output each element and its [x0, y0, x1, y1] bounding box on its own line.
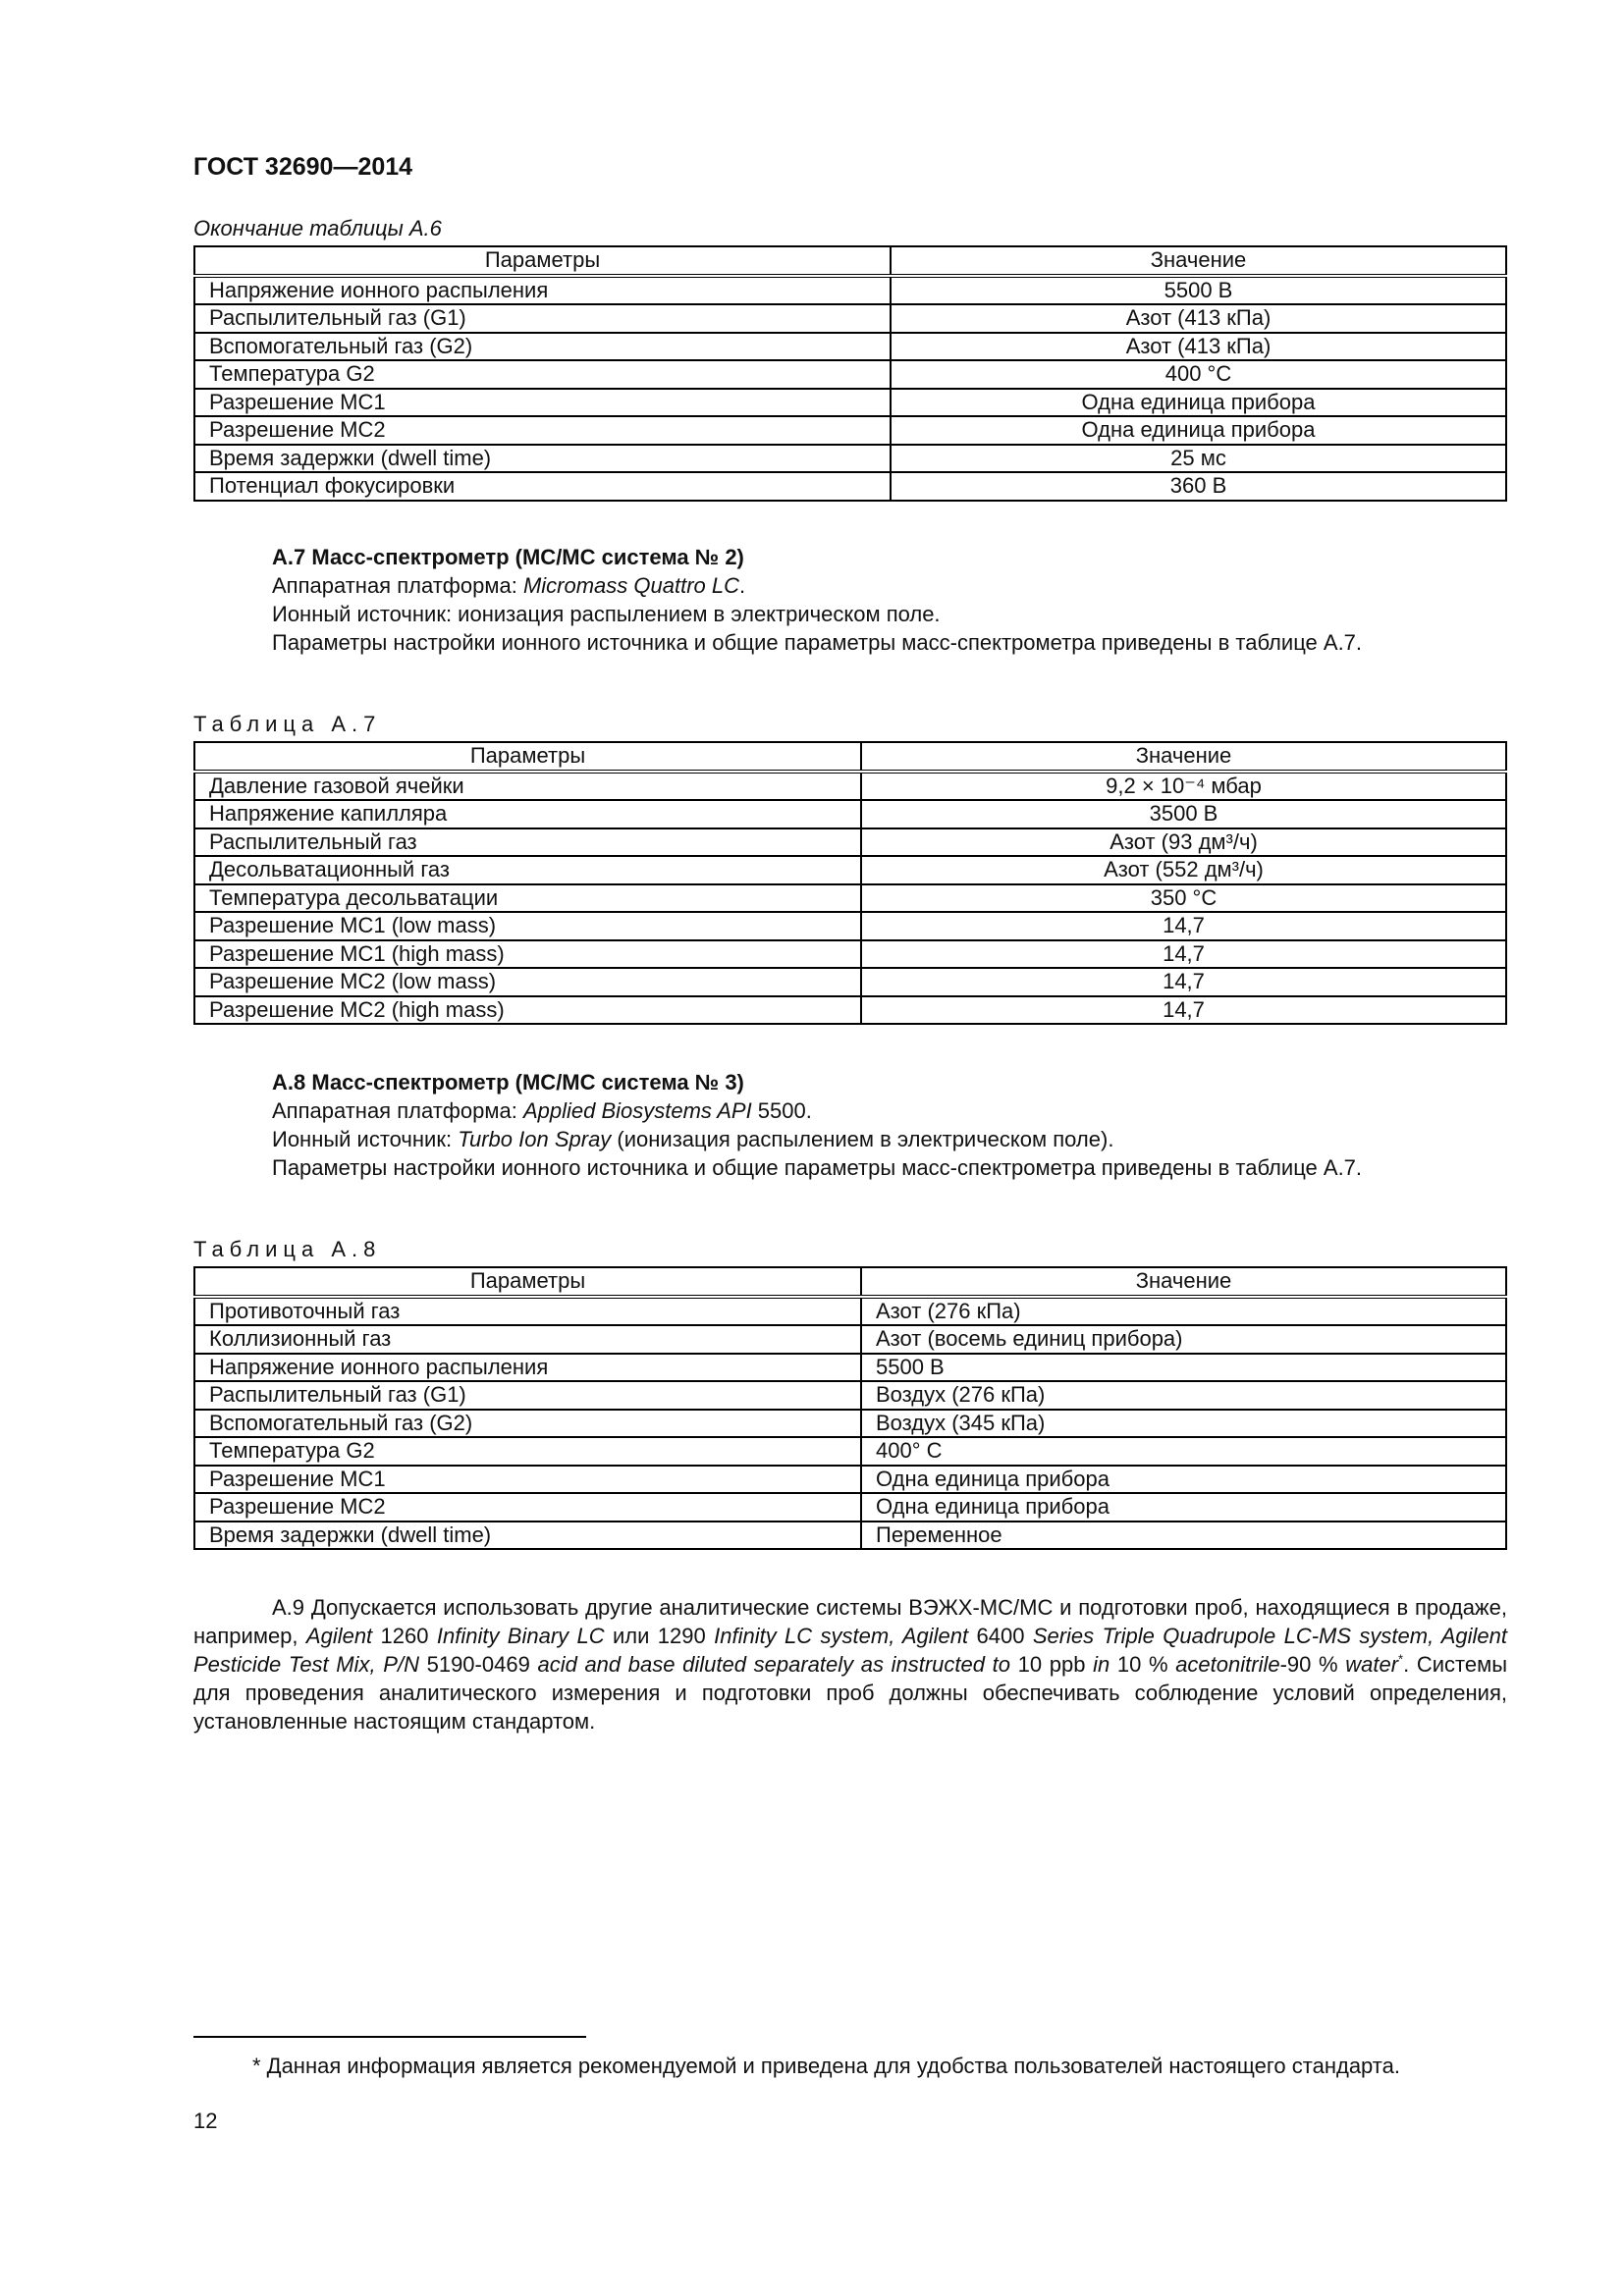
parameter-cell: Противоточный газ	[194, 1297, 861, 1326]
footnote: * Данная информация является рекомендуемой и приведена для удобства пользователей настоящего стандарта.	[252, 2054, 1400, 2078]
section-a7-heading: А.7 Масс-спектрометр (МС/МС система № 2)	[272, 545, 744, 569]
table-row	[194, 1522, 1506, 1550]
value-cell: 5500 В	[891, 276, 1506, 305]
table-a6	[193, 245, 1507, 502]
value-cell: Азот (восемь единиц прибора)	[861, 1325, 1506, 1354]
table-row	[194, 996, 1506, 1025]
page-number: 12	[193, 2109, 218, 2133]
value-cell: 350 °С	[861, 884, 1506, 913]
parameter-cell: Разрешение МС2 (high mass)	[194, 996, 861, 1025]
value-cell: 9,2 × 10⁻⁴ мбар	[861, 772, 1506, 801]
a9-text-run: Infinity Binary LC	[436, 1624, 605, 1648]
value-cell: Воздух (276 кПа)	[861, 1381, 1506, 1410]
a9-text-run: 1260	[372, 1624, 437, 1648]
table-row	[194, 884, 1506, 913]
platform-name: Micromass Quattro LC	[522, 573, 740, 598]
value-cell: Одна единица прибора	[861, 1493, 1506, 1522]
table-a8-caption: Таблица А.8	[193, 1237, 382, 1261]
column-header: Параметры	[194, 246, 891, 276]
table-row	[194, 1410, 1506, 1438]
platform-name: Applied Biosystems API	[522, 1098, 752, 1123]
parameter-cell: Разрешение МС2	[194, 1493, 861, 1522]
value-cell: 3500 В	[861, 800, 1506, 828]
section-a7: А.7 Масс-спектрометр (МС/МС система № 2) Аппаратная платформа: Micromass Quattro LC. Ионный источник: ионизация распылением в электрическом поле. Параметры настройки ионного источника и общие параметры масс-спектрометра приведены в таблице А.7.	[193, 543, 1507, 657]
table-row	[194, 772, 1506, 801]
table-row	[194, 912, 1506, 940]
ion-source: Ионный источник: ионизация распылением в электрическом поле.	[272, 602, 941, 626]
table-row	[194, 940, 1506, 969]
table-a6-caption: Окончание таблицы А.6	[193, 216, 442, 240]
a9-text-run: Agilent	[305, 1624, 373, 1648]
value-cell: Одна единица прибора	[861, 1466, 1506, 1494]
parameter-cell: Температура десольватации	[194, 884, 861, 913]
value-cell: 400 °С	[891, 360, 1506, 389]
value-cell: Переменное	[861, 1522, 1506, 1550]
parameter-cell: Разрешение МС1 (low mass)	[194, 912, 861, 940]
value-cell: Одна единица прибора	[891, 389, 1506, 417]
a9-text-run: acid and base diluted separately as instructed to	[537, 1652, 1010, 1677]
a9-text-run: . Системы для проведения аналитического измерения и подготовки проб должны обеспечивать соблюдение условий определения, установленные настоящим стандартом.	[193, 1652, 1508, 1734]
section-a9-paragraph	[193, 1593, 1507, 1735]
parameter-cell: Разрешение МС1 (high mass)	[194, 940, 861, 969]
parameter-cell: Время задержки (dwell time)	[194, 1522, 861, 1550]
table-a7	[193, 741, 1507, 1025]
platform-number: 5500.	[751, 1098, 812, 1123]
parameter-cell: Вспомогательный газ (G2)	[194, 1410, 861, 1438]
value-cell: Азот (552 дм³/ч)	[861, 856, 1506, 884]
a9-text-run: water	[1345, 1652, 1399, 1677]
a9-text-run: А.9 Допускается использовать другие аналитические системы ВЭЖХ-МС/МС и подготовки проб, находящиеся в продаже, например,	[193, 1595, 1507, 1648]
table-row	[194, 1466, 1506, 1494]
table-row	[194, 1437, 1506, 1466]
a9-text-run: 10 %	[1110, 1652, 1176, 1677]
table-row	[194, 1493, 1506, 1522]
platform-label: Аппаратная платформа:	[272, 1098, 523, 1123]
table-row	[194, 828, 1506, 857]
ion-source-name: Turbo Ion Spray	[458, 1127, 612, 1151]
table-row	[194, 333, 1506, 361]
table-a7-caption: Таблица А.7	[193, 712, 382, 736]
value-cell: 400° С	[861, 1437, 1506, 1466]
ion-source-desc: (ионизация распылением в электрическом поле).	[611, 1127, 1114, 1151]
parameter-cell: Потенциал фокусировки	[194, 472, 891, 501]
parameter-cell: Давление газовой ячейки	[194, 772, 861, 801]
table-header-row	[194, 1267, 1506, 1297]
parameter-cell: Температура G2	[194, 360, 891, 389]
section-a8-heading: А.8 Масс-спектрометр (МС/МС система № 3)	[272, 1070, 744, 1095]
value-cell: Азот (93 дм³/ч)	[861, 828, 1506, 857]
a9-text-run: Infinity LC system, Agilent	[714, 1624, 969, 1648]
parameter-cell: Время задержки (dwell time)	[194, 445, 891, 473]
value-cell: Одна единица прибора	[891, 416, 1506, 445]
parameter-cell: Вспомогательный газ (G2)	[194, 333, 891, 361]
parameter-cell: Напряжение капилляра	[194, 800, 861, 828]
a9-text-run: acetonitrile	[1175, 1652, 1280, 1677]
value-cell: Азот (413 кПа)	[891, 304, 1506, 333]
table-row	[194, 360, 1506, 389]
table-row	[194, 416, 1506, 445]
parameter-cell: Разрешение МС1	[194, 389, 891, 417]
table-row	[194, 968, 1506, 996]
parameter-cell: Разрешение МС2	[194, 416, 891, 445]
value-cell: Воздух (345 кПа)	[861, 1410, 1506, 1438]
a9-text-run: -90 %	[1279, 1652, 1346, 1677]
a9-text-run: in	[1093, 1652, 1110, 1677]
value-cell: 5500 В	[861, 1354, 1506, 1382]
params-note: Параметры настройки ионного источника и общие параметры масс-спектрометра приведены в таблице А.7.	[272, 1155, 1363, 1180]
section-a8	[193, 1068, 1507, 1182]
value-cell: 25 мс	[891, 445, 1506, 473]
parameter-cell: Разрешение МС2 (low mass)	[194, 968, 861, 996]
value-cell: 14,7	[861, 940, 1506, 969]
table-row	[194, 389, 1506, 417]
a9-text-run: Series Triple Quadrupole LC-MS system, Agilent Pesticide Test Mix, P/N	[193, 1624, 1508, 1677]
table-row	[194, 856, 1506, 884]
parameter-cell: Температура G2	[194, 1437, 861, 1466]
table-row	[194, 1297, 1506, 1326]
value-cell: 360 В	[891, 472, 1506, 501]
value-cell: 14,7	[861, 912, 1506, 940]
table-row	[194, 304, 1506, 333]
column-header: Параметры	[194, 1267, 861, 1297]
parameter-cell: Десольватационный газ	[194, 856, 861, 884]
document-header: ГОСТ 32690—2014	[193, 153, 413, 181]
value-cell: Азот (413 кПа)	[891, 333, 1506, 361]
a9-text-run: или 1290	[604, 1624, 715, 1648]
table-row	[194, 800, 1506, 828]
a9-text-run: 6400	[968, 1624, 1033, 1648]
parameter-cell: Распылительный газ	[194, 828, 861, 857]
parameter-cell: Напряжение ионного распыления	[194, 1354, 861, 1382]
ion-source-label: Ионный источник:	[272, 1127, 459, 1151]
table-row	[194, 1325, 1506, 1354]
table-a8	[193, 1266, 1507, 1550]
table-row	[194, 445, 1506, 473]
value-cell: 14,7	[861, 996, 1506, 1025]
a9-text-run: 5190-0469	[418, 1652, 538, 1677]
value-cell: Азот (276 кПа)	[861, 1297, 1506, 1326]
table-row	[194, 1381, 1506, 1410]
table-row	[194, 1354, 1506, 1382]
table-row	[194, 472, 1506, 501]
a9-text-run: *	[1398, 1651, 1404, 1667]
table-row	[194, 276, 1506, 305]
parameter-cell: Коллизионный газ	[194, 1325, 861, 1354]
column-header: Параметры	[194, 742, 861, 772]
parameter-cell: Разрешение МС1	[194, 1466, 861, 1494]
a9-text-run: 10 ppb	[1010, 1652, 1094, 1677]
table-header-row	[194, 246, 1506, 276]
column-header: Значение	[861, 742, 1506, 772]
value-cell: 14,7	[861, 968, 1506, 996]
column-header: Значение	[861, 1267, 1506, 1297]
footnote-divider	[193, 2036, 586, 2038]
params-note: Параметры настройки ионного источника и общие параметры масс-спектрометра приведены в таблице А.7.	[272, 630, 1363, 655]
platform-label: Аппаратная платформа:	[272, 573, 523, 598]
table-header-row	[194, 742, 1506, 772]
parameter-cell: Напряжение ионного распыления	[194, 276, 891, 305]
column-header: Значение	[891, 246, 1506, 276]
parameter-cell: Распылительный газ (G1)	[194, 304, 891, 333]
parameter-cell: Распылительный газ (G1)	[194, 1381, 861, 1410]
